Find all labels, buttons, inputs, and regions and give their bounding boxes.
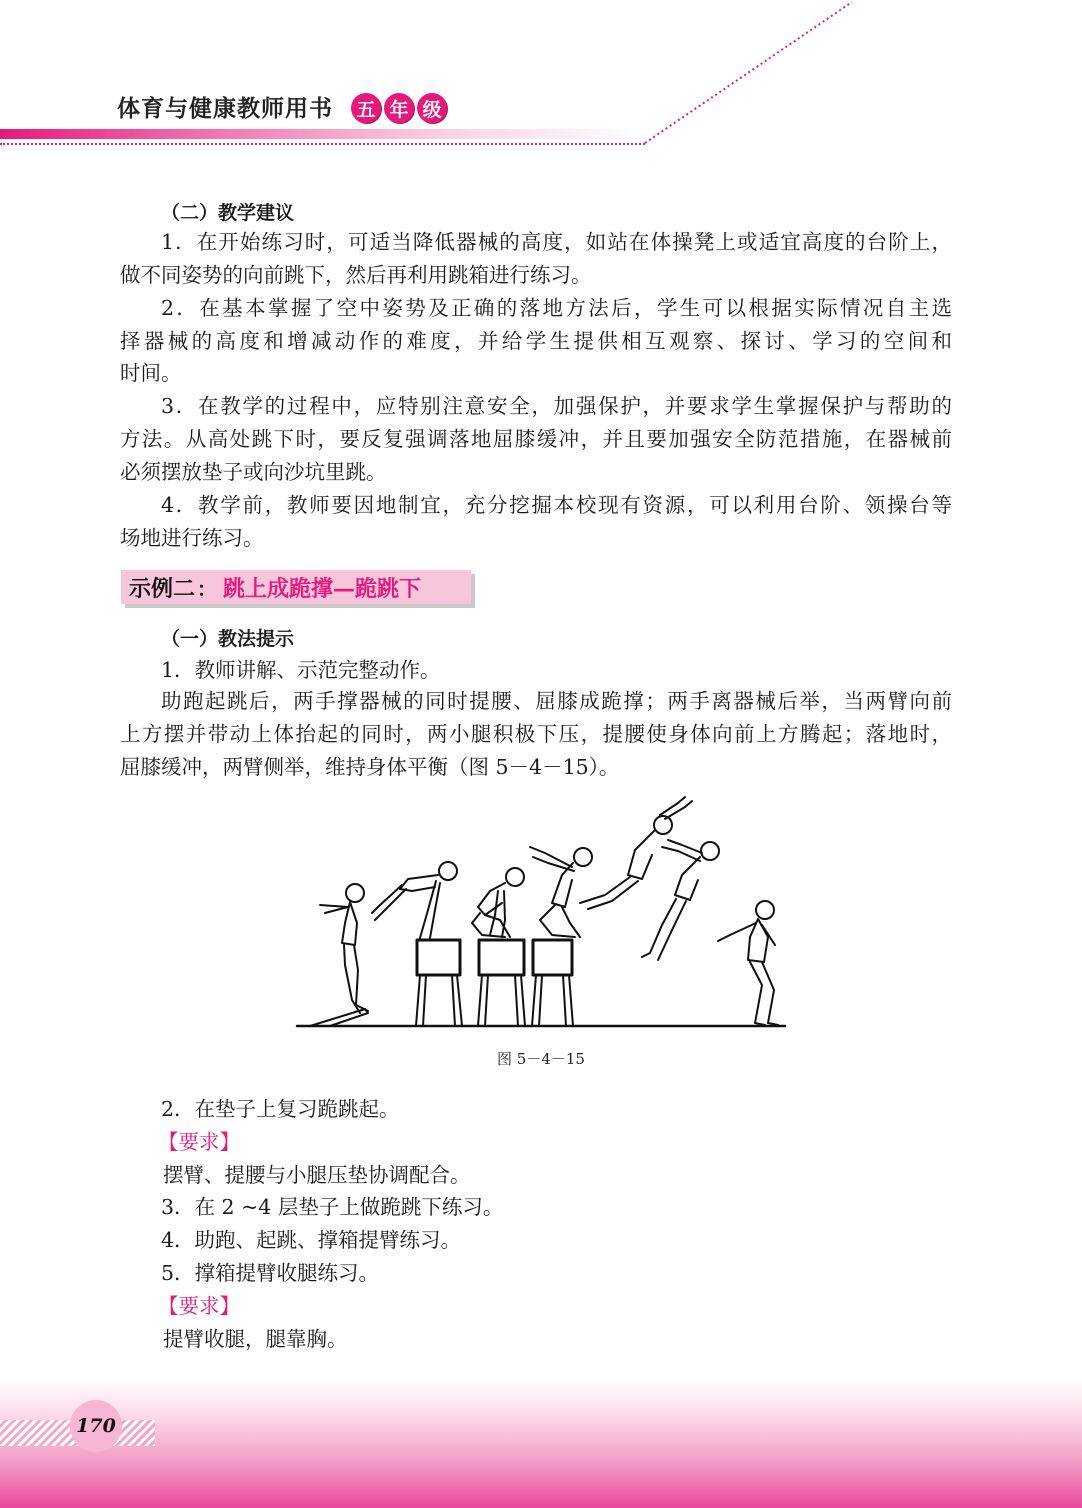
vault-box-figure — [416, 940, 573, 1026]
example-title-box — [121, 570, 471, 604]
book-title: 体育与健康教师用书 — [117, 96, 333, 122]
example-label: 示例二 — [129, 576, 196, 602]
requirement-text: 提臂收腿，腿靠胸。 — [163, 1327, 348, 1351]
section-heading-teaching-tips: （一）教法提示 — [161, 628, 295, 650]
paragraph-line: 助跑起跳后，两手撑器械的同时提腰、屈膝成跪撑；两手离器械后举，当两臂向前 — [161, 689, 952, 713]
list-item: 3．在 2 ~4 层垫子上做跪跳下练习。 — [161, 1195, 504, 1219]
paragraph-line: 4．教学前，教师要因地制宜，充分挖掘本校现有资源，可以利用台阶、领操台等 — [161, 493, 952, 517]
paragraph-line: 方法。从高处跳下时，要反复强调落地屈膝缓冲，并且要加强安全防范措施，在器械前 — [120, 427, 952, 451]
gymnast-figure-1 — [320, 884, 368, 1013]
footer-gradient — [0, 1380, 1082, 1508]
list-item: 2．在垫子上复习跪跳起。 — [161, 1097, 400, 1121]
grade-badge: 年 — [384, 93, 414, 123]
figure-caption: 图 5－4－15 — [497, 1050, 585, 1068]
paragraph-line: 2．在基本掌握了空中姿势及正确的落地方法后，学生可以根据实际情况自主选 — [161, 296, 952, 320]
paragraph-line: 做不同姿势的向前跳下，然后再利用跳箱进行练习。 — [120, 263, 592, 287]
list-item: 1．教师讲解、示范完整动作。 — [161, 658, 441, 682]
list-item: 5．撑箱提臂收腿练习。 — [161, 1261, 380, 1285]
header-gradient-bar — [0, 129, 640, 139]
requirement-text: 摆臂、提腰与小腿压垫协调配合。 — [163, 1163, 471, 1187]
paragraph-line: 上方摆并带动上体抬起的同时，两小腿积极下压，提腰使身体向前上方腾起；落地时， — [120, 722, 952, 746]
header-diagonal-dots — [640, 0, 860, 145]
grade-badges — [351, 93, 447, 123]
grade-badge: 级 — [417, 93, 447, 123]
paragraph-line: 屈膝缓冲，两臂侧举，维持身体平衡（图 5－4－15）。 — [120, 755, 620, 779]
paragraph-line: 1．在开始练习时，可适当降低器械的高度，如站在体操凳上或适宜高度的台阶上， — [161, 230, 952, 254]
gymnast-figure-7 — [718, 901, 778, 1025]
paragraph-line: 择器械的高度和增减动作的难度，并给学生提供相互观察、探讨、学习的空间和 — [120, 329, 952, 353]
section-heading-teaching-suggestions: （二）教学建议 — [161, 202, 295, 224]
gymnast-figure-3 — [472, 868, 524, 937]
page-number: 170 — [70, 1400, 122, 1452]
paragraph-line: 时间。 — [120, 361, 182, 385]
list-item: 4．助跑、起跳、撑箱提臂练习。 — [161, 1228, 462, 1252]
example-colon: ： — [197, 576, 218, 601]
header-dotted-rule — [0, 143, 645, 145]
gymnast-figure-4 — [530, 847, 592, 937]
vault-sequence-illustration — [290, 795, 795, 1035]
paragraph-line: 必须摆放垫子或向沙坑里跳。 — [120, 460, 387, 484]
requirement-label: 【要求】 — [158, 1130, 240, 1154]
grade-badge: 五 — [351, 93, 381, 123]
requirement-label: 【要求】 — [158, 1294, 240, 1318]
gymnast-figure-6 — [642, 840, 719, 960]
example-title: 跳上成跪撑—跪跳下 — [223, 576, 422, 602]
paragraph-line: 场地进行练习。 — [120, 526, 264, 550]
gymnast-figure-2 — [372, 862, 457, 938]
paragraph-line: 3．在教学的过程中，应特别注意安全，加强保护，并要求学生掌握保护与帮助的 — [161, 394, 952, 418]
